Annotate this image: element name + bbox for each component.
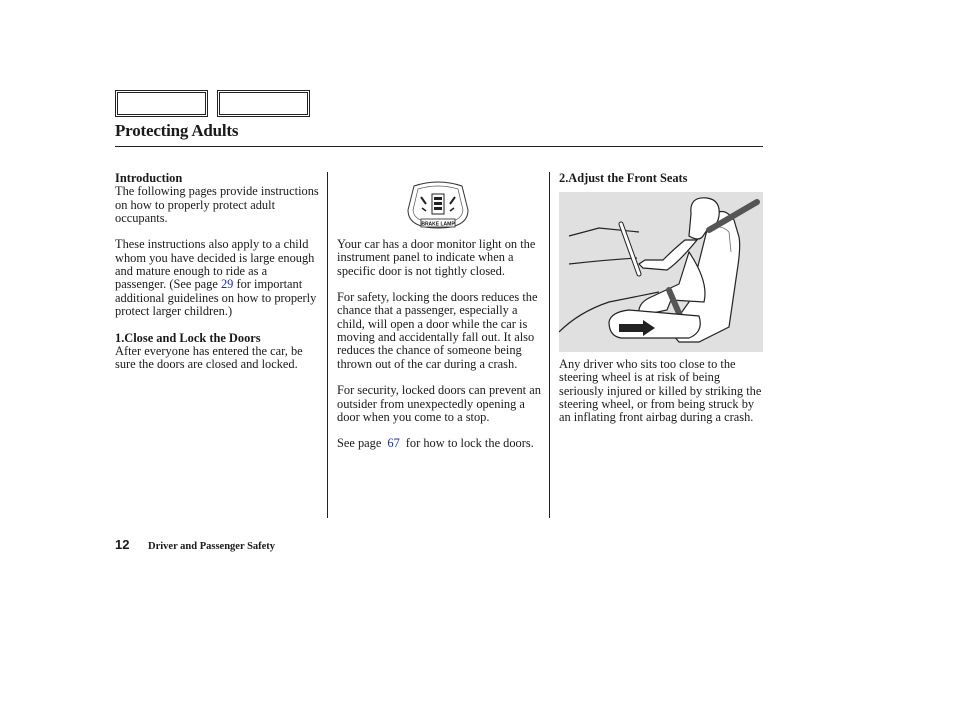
column-divider-1 [327,172,328,518]
door-monitor-paragraph: Your car has a door monitor light on the instrument panel to indicate when a specific door is not tightly closed. [337,237,536,278]
driver-seat-illustration [559,192,763,352]
seat-warning-paragraph: Any driver who sits too close to the steering wheel is at risk of being seriously injured or killed by striking the steering wheel, or from being struck by an inflating front airbag during a crash. [559,357,762,425]
page-title: Protecting Adults [115,121,239,140]
door-monitor-panel-illustration [404,180,472,230]
column-2 [337,238,545,464]
see-page-after: for how to lock the doors. [405,436,534,451]
page-number: 12 [115,537,130,552]
intro-paragraph: The following pages provide instructions on how to properly protect adult occupants. [115,184,319,225]
nav-tab-box-2[interactable] [217,90,310,117]
page-67-link[interactable]: 67 [387,436,400,451]
title-rule [115,146,763,147]
security-paragraph: For security, locked doors can prevent an outsider from unexpectedly opening a door when you come to a stop. [337,383,541,424]
also-applies-paragraph [115,238,320,318]
see-page-paragraph [337,437,545,450]
also-text-after: for important additional guidelines on how to properly protect larger children.) [115,277,317,318]
step2-heading: 2.Adjust the Front Seats [559,171,688,185]
nav-tab-box-1[interactable] [115,90,208,117]
step1-paragraph: After everyone has entered the car, be sure the doors are closed and locked. [115,343,303,372]
brake-lamp-label: BRAKE LAMP [421,221,455,228]
seat-warning [559,358,764,438]
column-3 [559,172,764,185]
footer-section-title: Driver and Passenger Safety [148,541,276,552]
see-page-text: See page [337,436,382,451]
intro-heading: Introduction [115,171,183,185]
page-29-link[interactable]: 29 [220,277,234,292]
column-1 [115,172,320,385]
step1-heading: 1.Close and Lock the Doors [115,330,261,345]
column-divider-2 [549,172,550,518]
also-text-before: These instructions also apply to a child whom you have decided is large enough and mature enough to ride as a passenger. (See page [115,237,315,292]
safety-paragraph: For safety, locking the doors reduces the chance that a passenger, especially a child, will open a door while the car is moving and accidentally fall out. It also reduces the chance of someone being thrown out of the car during a crash. [337,290,538,371]
